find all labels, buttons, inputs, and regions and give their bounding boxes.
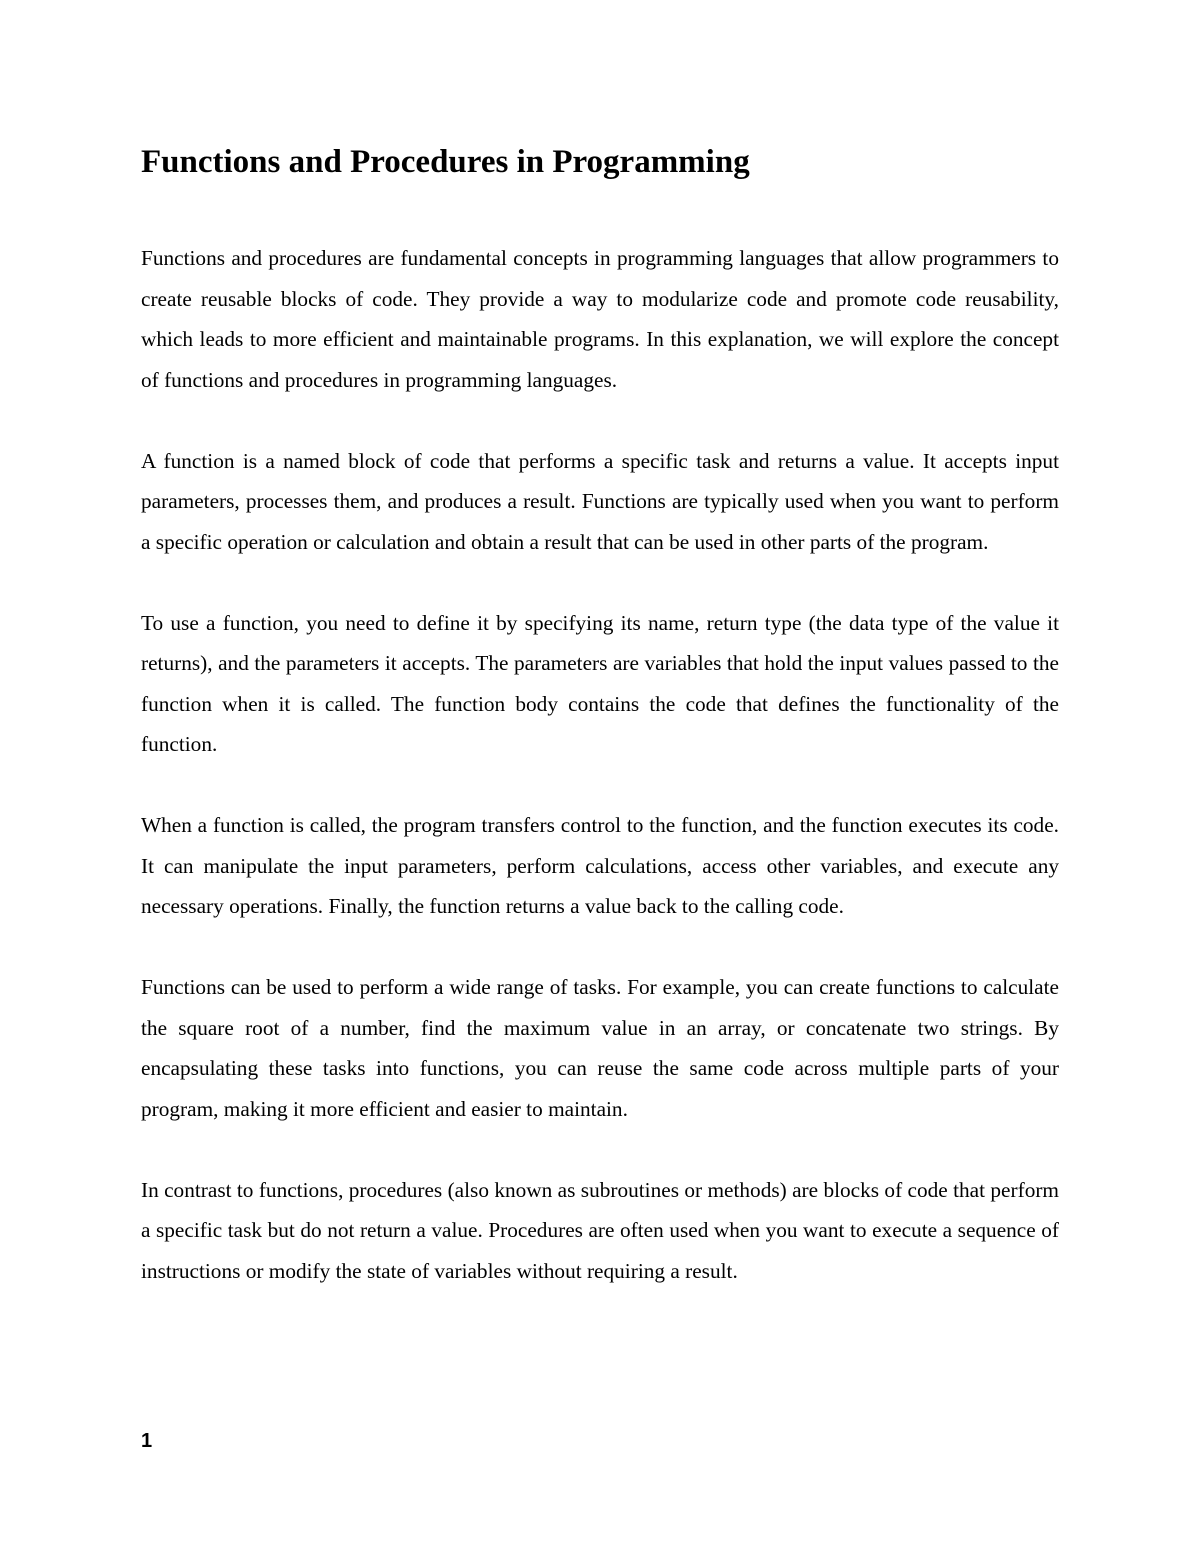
paragraph-using-functions: To use a function, you need to define it by specifying its name, return type (the data type of the value it returns), and the parameters it accepts. The parameters are variables that hold the input values passed to the function when it is called. The function body contains the code that defines the functionality of the function. bbox=[141, 610, 1059, 756]
page-number: 1 bbox=[141, 1430, 153, 1452]
paragraph-procedures: In contrast to functions, procedures (also known as subroutines or methods) are blocks of code that perform a specific task but do not return a value. Procedures are often used when you want to execute a sequence of instructions or modify the state of variables without requiring a result. bbox=[141, 1177, 1059, 1283]
paragraph-function-examples: Functions can be used to perform a wide range of tasks. For example, you can create functions to calculate the square root of a number, find the maximum value in an array, or concatenate two strings. By encapsulating these tasks into functions, you can reuse the same code across multiple parts of your program, making it more efficient and easier to maintain. bbox=[141, 975, 1059, 1121]
document-body bbox=[141, 238, 1059, 1291]
paragraph-function-definition: A function is a named block of code that performs a specific task and returns a value. It accepts input parameters, processes them, and produces a result. Functions are typically used when you want to perform a specific operation or calculation and obtain a result that can be used in other parts of the program. bbox=[141, 448, 1059, 554]
document-title: Functions and Procedures in Programming bbox=[141, 144, 750, 180]
paragraph-intro: Functions and procedures are fundamental concepts in programming languages that allow programmers to create reusable blocks of code. They provide a way to modularize code and promote code reusability, which leads to more efficient and maintainable programs. In this explanation, we will explore the concept of functions and procedures in programming languages. bbox=[141, 246, 1059, 392]
paragraph-function-call: When a function is called, the program transfers control to the function, and the function executes its code. It can manipulate the input parameters, perform calculations, access other variables, and execute any necessary operations. Finally, the function returns a value back to the calling code. bbox=[141, 813, 1059, 918]
